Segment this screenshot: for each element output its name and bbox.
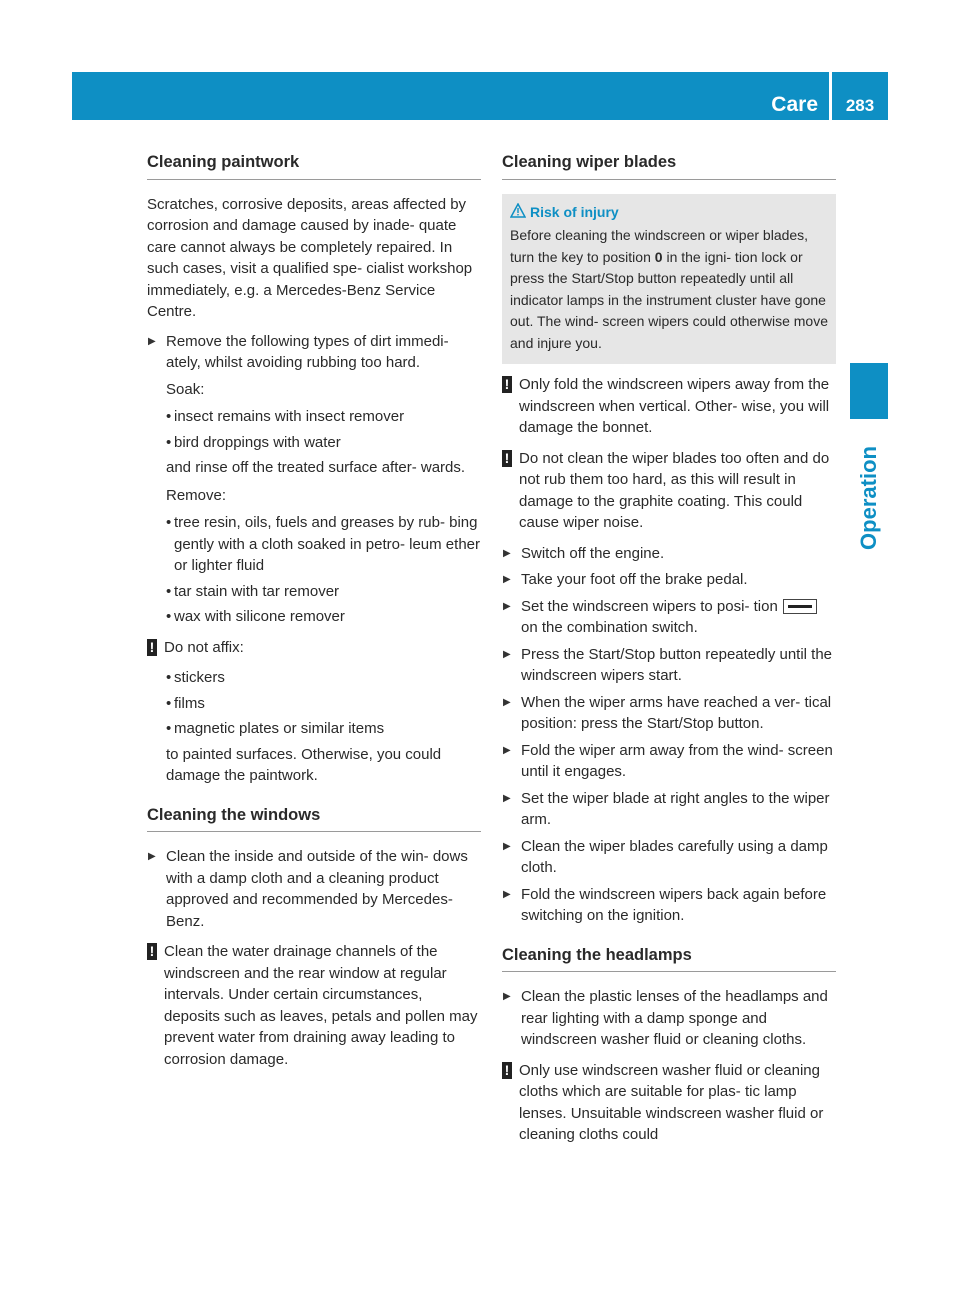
left-column — [147, 152, 481, 1079]
warning-triangle-icon — [510, 203, 526, 218]
side-tab-label: Operation — [856, 446, 881, 550]
wiper-step: ▶ Set the wiper blade at right angles to the wiper arm. — [502, 788, 836, 831]
wiper-note-1 — [502, 374, 836, 439]
remove-item: • wax with silicone remover — [147, 606, 481, 628]
wiper-step: ▶ Press the Start/Stop button repeatedly until the windscreen wipers start. — [502, 644, 836, 687]
affix-item: • films — [147, 693, 481, 715]
soak-item: • bird droppings with water — [147, 432, 481, 454]
wiper-step: ▶ Switch off the engine. — [502, 543, 836, 565]
wiper-note-2 — [502, 448, 836, 534]
paintwork-intro: Scratches, corrosive deposits, areas affected by corrosion and damage caused by inade- quate care cannot always be completely repaired. In such cases, visit a qualified spe- cialist workshop immediately, e.g. a Mercedes-Benz Service Centre. — [147, 195, 473, 320]
exclamation-icon: ! — [147, 943, 157, 960]
windows-note-text: Clean the water drainage channels of the windscreen and the rear window at regular intervals. Under certain circumstances, deposits such as leaves, petals and pollen may prevent water from draining away leading to corrosion damage. — [164, 943, 478, 1068]
warning-text — [510, 225, 828, 354]
side-tab-marker — [850, 363, 888, 419]
warning-box — [502, 194, 836, 365]
warning-text-b: in the igni- tion lock or press the Start/Stop button repeatedly until all indicator lamps in the instrument cluster have gone out. The wind- screen wipers could otherwise move and injure you. — [510, 248, 829, 351]
windows-note — [147, 941, 481, 1070]
affix-item: • magnetic plates or similar items — [147, 718, 481, 740]
heading-cleaning-headlamps: Cleaning the headlamps — [502, 945, 836, 973]
wiper-note-2-text: Do not clean the wiper blades too often and do not rub them too hard, as this will result in damage to the graphite coating. This could cause wiper noise. — [519, 449, 830, 531]
affix-item: • stickers — [147, 667, 481, 689]
note-end: to painted surfaces. Otherwise, you could damage the paintwork. — [166, 745, 442, 784]
header-band — [72, 72, 888, 120]
remove-item: • tar stain with tar remover — [147, 581, 481, 603]
headlamps-note — [502, 1060, 836, 1146]
right-column — [502, 152, 836, 1155]
headlamps-note-text: Only use windscreen washer fluid or cleaning cloths which are suitable for plas- tic lamp lenses. Unsuitable windscreen washer fluid or cleaning cloths could — [519, 1061, 824, 1143]
wiper-note-1-text: Only fold the windscreen wipers away from the windscreen when vertical. Other- wise, you will damage the bonnet. — [519, 376, 830, 436]
warning-title-text: Risk of injury — [530, 203, 619, 220]
soak-item: • insect remains with insect remover — [147, 406, 481, 428]
wiper-position-icon — [783, 599, 817, 614]
wiper-step: ▶ Fold the wiper arm away from the wind- screen until it engages. — [502, 740, 836, 783]
warning-text-a: Before cleaning the windscreen or wiper blades, turn the key to position — [510, 227, 809, 265]
remove-item: • tree resin, oils, fuels and greases by rub- bing gently with a cloth soaked in petro- leum ether or lighter fluid — [147, 512, 481, 577]
wiper-step: ▶ When the wiper arms have reached a ver- tical position: press the Start/Stop button. — [502, 692, 836, 735]
page-number: 283 — [845, 96, 875, 115]
wiper-step — [502, 596, 836, 639]
paintwork-note — [147, 637, 481, 659]
heading-cleaning-windows: Cleaning the windows — [147, 805, 481, 833]
wiper-step: ▶ Take your foot off the brake pedal. — [502, 569, 836, 591]
key-position: 0 — [654, 248, 663, 265]
warning-title — [510, 202, 828, 224]
exclamation-icon: ! — [147, 639, 157, 656]
wiper-step: ▶ Clean the wiper blades carefully using a damp cloth. — [502, 836, 836, 879]
wiper-step: ▶ Fold the windscreen wipers back again before switching on the ignition. — [502, 884, 836, 927]
exclamation-icon: ! — [502, 450, 512, 467]
remove-label: Remove: — [166, 486, 227, 504]
rinse-text: and rinse off the treated surface after- wards. — [166, 459, 466, 476]
note-label: Do not affix: — [164, 638, 244, 656]
heading-cleaning-paintwork: Cleaning paintwork — [147, 152, 481, 180]
exclamation-icon: ! — [502, 1062, 512, 1079]
wiper-step-3a: Set the windscreen wipers to posi- tion — [521, 597, 778, 615]
wiper-step-3b: on the combination switch. — [521, 619, 698, 636]
soak-label: Soak: — [166, 380, 205, 398]
paintwork-step: ▶ Remove the following types of dirt immedi- ately, whilst avoiding rubbing too hard. — [147, 331, 481, 374]
headlamps-step: ▶ Clean the plastic lenses of the headlamps and rear lighting with a damp sponge and windscreen washer fluid or cleaning cloths. — [502, 986, 836, 1051]
exclamation-icon: ! — [502, 376, 512, 393]
heading-cleaning-wiper-blades: Cleaning wiper blades — [502, 152, 836, 180]
section-title: Care — [771, 93, 818, 116]
windows-step: ▶ Clean the inside and outside of the win- dows with a damp cloth and a cleaning product approved and recommended by Mercedes-Benz. — [147, 846, 481, 932]
